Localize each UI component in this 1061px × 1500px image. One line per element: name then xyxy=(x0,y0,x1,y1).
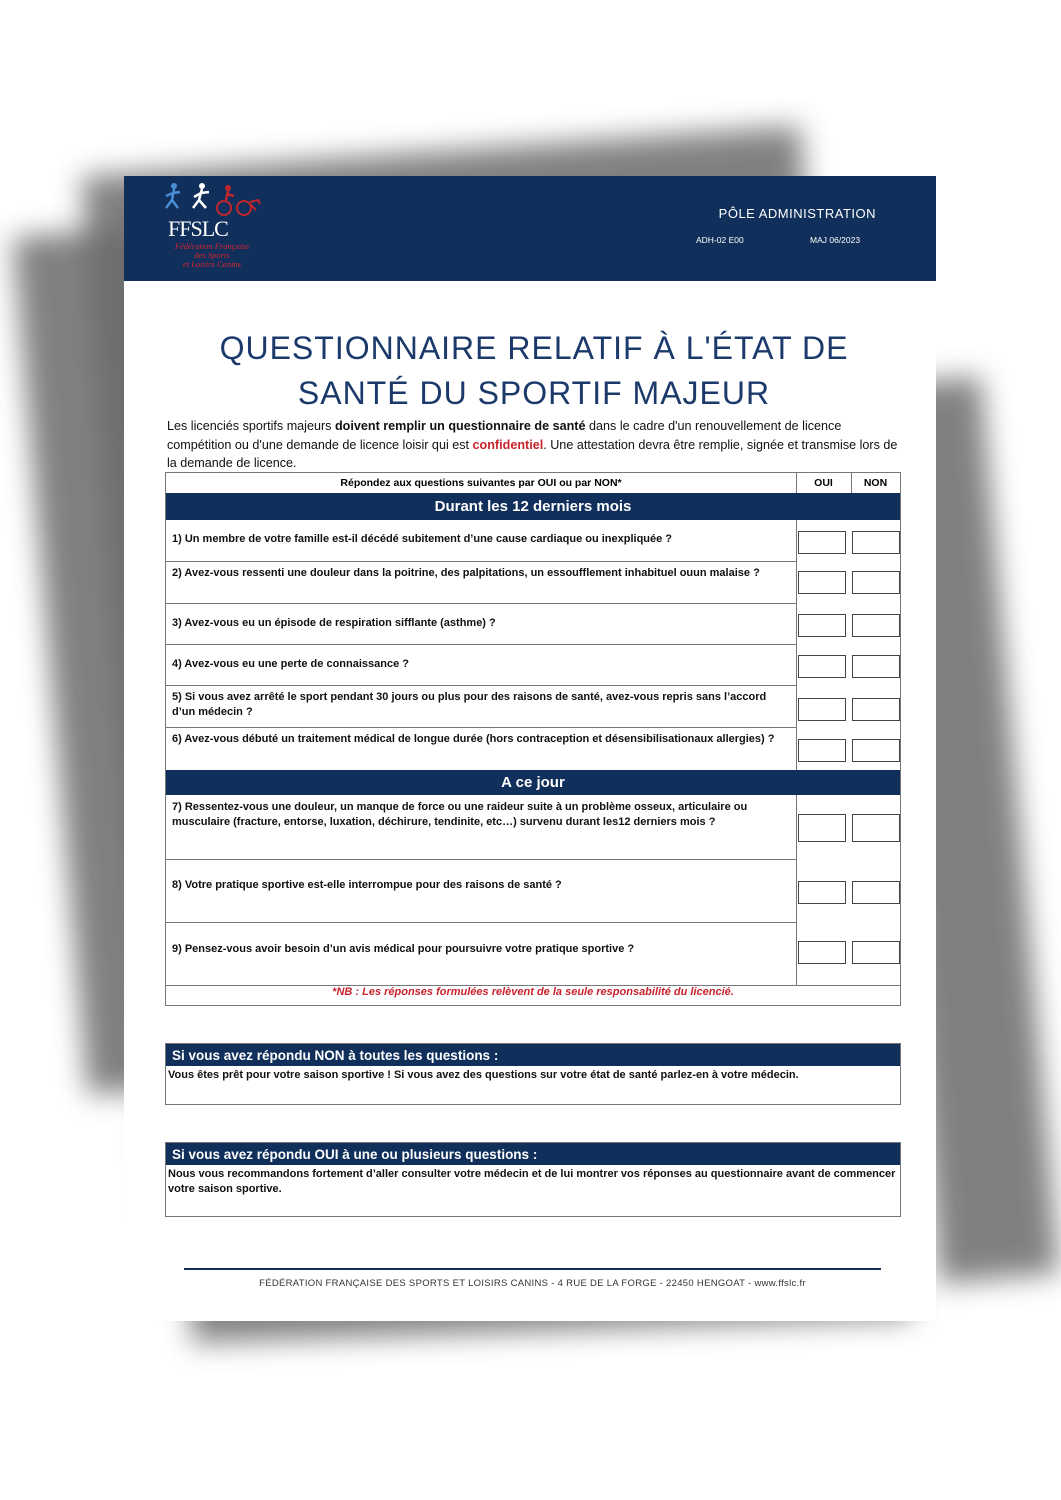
question-8: 8) Votre pratique sportive est-elle interrompue pour des raisons de santé ? xyxy=(172,879,562,891)
header-banner xyxy=(124,176,936,281)
header-non: NON xyxy=(863,477,888,489)
answer-oui-text: Nous vous recommandons fortement d’aller consulter votre médecin et de lui montrer vos réponses au questionnaire avant de commencer votre saison sportive. xyxy=(168,1168,896,1195)
question-2: 2) Avez-vous ressenti une douleur dans la poitrine, des palpitations, un essoufflement inhabituel ouun malaise ? xyxy=(172,567,760,579)
divider xyxy=(166,603,796,604)
q6-oui-checkbox[interactable] xyxy=(798,739,846,762)
header-oui: OUI xyxy=(814,477,833,489)
q9-non-checkbox[interactable] xyxy=(852,941,900,964)
divider xyxy=(166,561,796,562)
document-page xyxy=(124,176,936,1321)
page-title: QUESTIONNAIRE RELATIF À L'ÉTAT DE SANTÉ DU SPORTIF MAJEUR xyxy=(219,330,849,411)
q8-oui-checkbox[interactable] xyxy=(798,881,846,904)
question-6: 6) Avez-vous débuté un traitement médical de longue durée (hors contraception et désensibilisationaux allergies) ? xyxy=(172,733,775,745)
divider xyxy=(166,922,796,923)
intro-paragraph: Les licenciés sportifs majeurs doivent remplir un questionnaire de santé dans le cadre d'un renouvellement de licence compétition ou d'une demande de licence loisir qui est confidentiel. Une attestation devra être remplie, signée et transmise lors de la demande de licence. xyxy=(167,419,898,470)
table-header xyxy=(166,473,900,493)
question-9: 9) Pensez-vous avoir besoin d’un avis médical pour poursuivre votre pratique sportive ? xyxy=(172,943,635,955)
logo-subtitle: Fédération Française des Sports et Loisirs Canins xyxy=(174,241,250,269)
divider xyxy=(166,685,796,686)
answer-oui-box xyxy=(165,1142,901,1217)
q4-oui-checkbox[interactable] xyxy=(798,655,846,678)
q4-non-checkbox[interactable] xyxy=(852,655,900,678)
answer-non-title: Si vous avez répondu NON à toutes les questions : xyxy=(166,1044,900,1066)
q2-oui-checkbox[interactable] xyxy=(798,571,846,594)
question-5: 5) Si vous avez arrêté le sport pendant 30 jours ou plus pour des raisons de santé, avez-vous repris sans l’accord d’un médecin ? xyxy=(172,691,767,718)
header-question: Répondez aux questions suivantes par OUI ou par NON* xyxy=(340,477,622,489)
q5-oui-checkbox[interactable] xyxy=(798,698,846,721)
divider xyxy=(796,520,797,770)
footer-address: FÉDÉRATION FRANÇAISE DES SPORTS ET LOISIRS CANINS - 4 RUE DE LA FORGE - 22450 HENGOAT - www.ffslc.fr xyxy=(259,1278,806,1289)
q1-oui-checkbox[interactable] xyxy=(798,531,846,554)
answer-non-box xyxy=(165,1043,901,1105)
pole-label: PÔLE ADMINISTRATION xyxy=(718,206,876,221)
question-4: 4) Avez-vous eu une perte de connaissance ? xyxy=(172,658,409,670)
questionnaire-table xyxy=(165,472,901,1006)
question-7: 7) Ressentez-vous une douleur, un manque de force ou une raideur suite à un problème osseux, articulaire ou musculaire (fracture, entorse, luxation, déchirure, tendinite, etc…) survenu durant les12 derniers mois ? xyxy=(172,801,748,828)
section-heading-today: A ce jour xyxy=(166,770,900,795)
responsibility-note: *NB : Les réponses formulées relèvent de la seule responsabilité du licencié. xyxy=(332,986,734,998)
q3-oui-checkbox[interactable] xyxy=(798,614,846,637)
divider xyxy=(851,473,852,493)
divider xyxy=(166,727,796,728)
q7-oui-checkbox[interactable] xyxy=(798,814,846,842)
answer-oui-title: Si vous avez répondu OUI à une ou plusieurs questions : xyxy=(166,1143,900,1165)
ffslc-logo-icon xyxy=(162,180,262,220)
q6-non-checkbox[interactable] xyxy=(852,739,900,762)
update-date: MAJ 06/2023 xyxy=(810,235,861,245)
q1-non-checkbox[interactable] xyxy=(852,531,900,554)
divider xyxy=(796,473,797,493)
section-heading-12-months: Durant les 12 derniers mois xyxy=(166,493,900,520)
divider xyxy=(166,859,796,860)
q7-non-checkbox[interactable] xyxy=(852,814,900,842)
answer-non-text: Vous êtes prêt pour votre saison sportive ! Si vous avez des questions sur votre état de santé parlez-en à votre médecin. xyxy=(168,1069,799,1081)
footer-rule xyxy=(184,1268,881,1270)
question-1: 1) Un membre de votre famille est-il décédé subitement d’une cause cardiaque ou inexpliquée ? xyxy=(172,533,673,545)
document-reference: ADH-02 E00 xyxy=(696,235,744,245)
q9-oui-checkbox[interactable] xyxy=(798,941,846,964)
divider xyxy=(796,795,797,985)
divider xyxy=(166,644,796,645)
q3-non-checkbox[interactable] xyxy=(852,614,900,637)
q5-non-checkbox[interactable] xyxy=(852,698,900,721)
q2-non-checkbox[interactable] xyxy=(852,571,900,594)
q8-non-checkbox[interactable] xyxy=(852,881,900,904)
logo-wordmark: FFSLC xyxy=(168,216,228,241)
question-3: 3) Avez-vous eu un épisode de respiration sifflante (asthme) ? xyxy=(172,617,496,629)
